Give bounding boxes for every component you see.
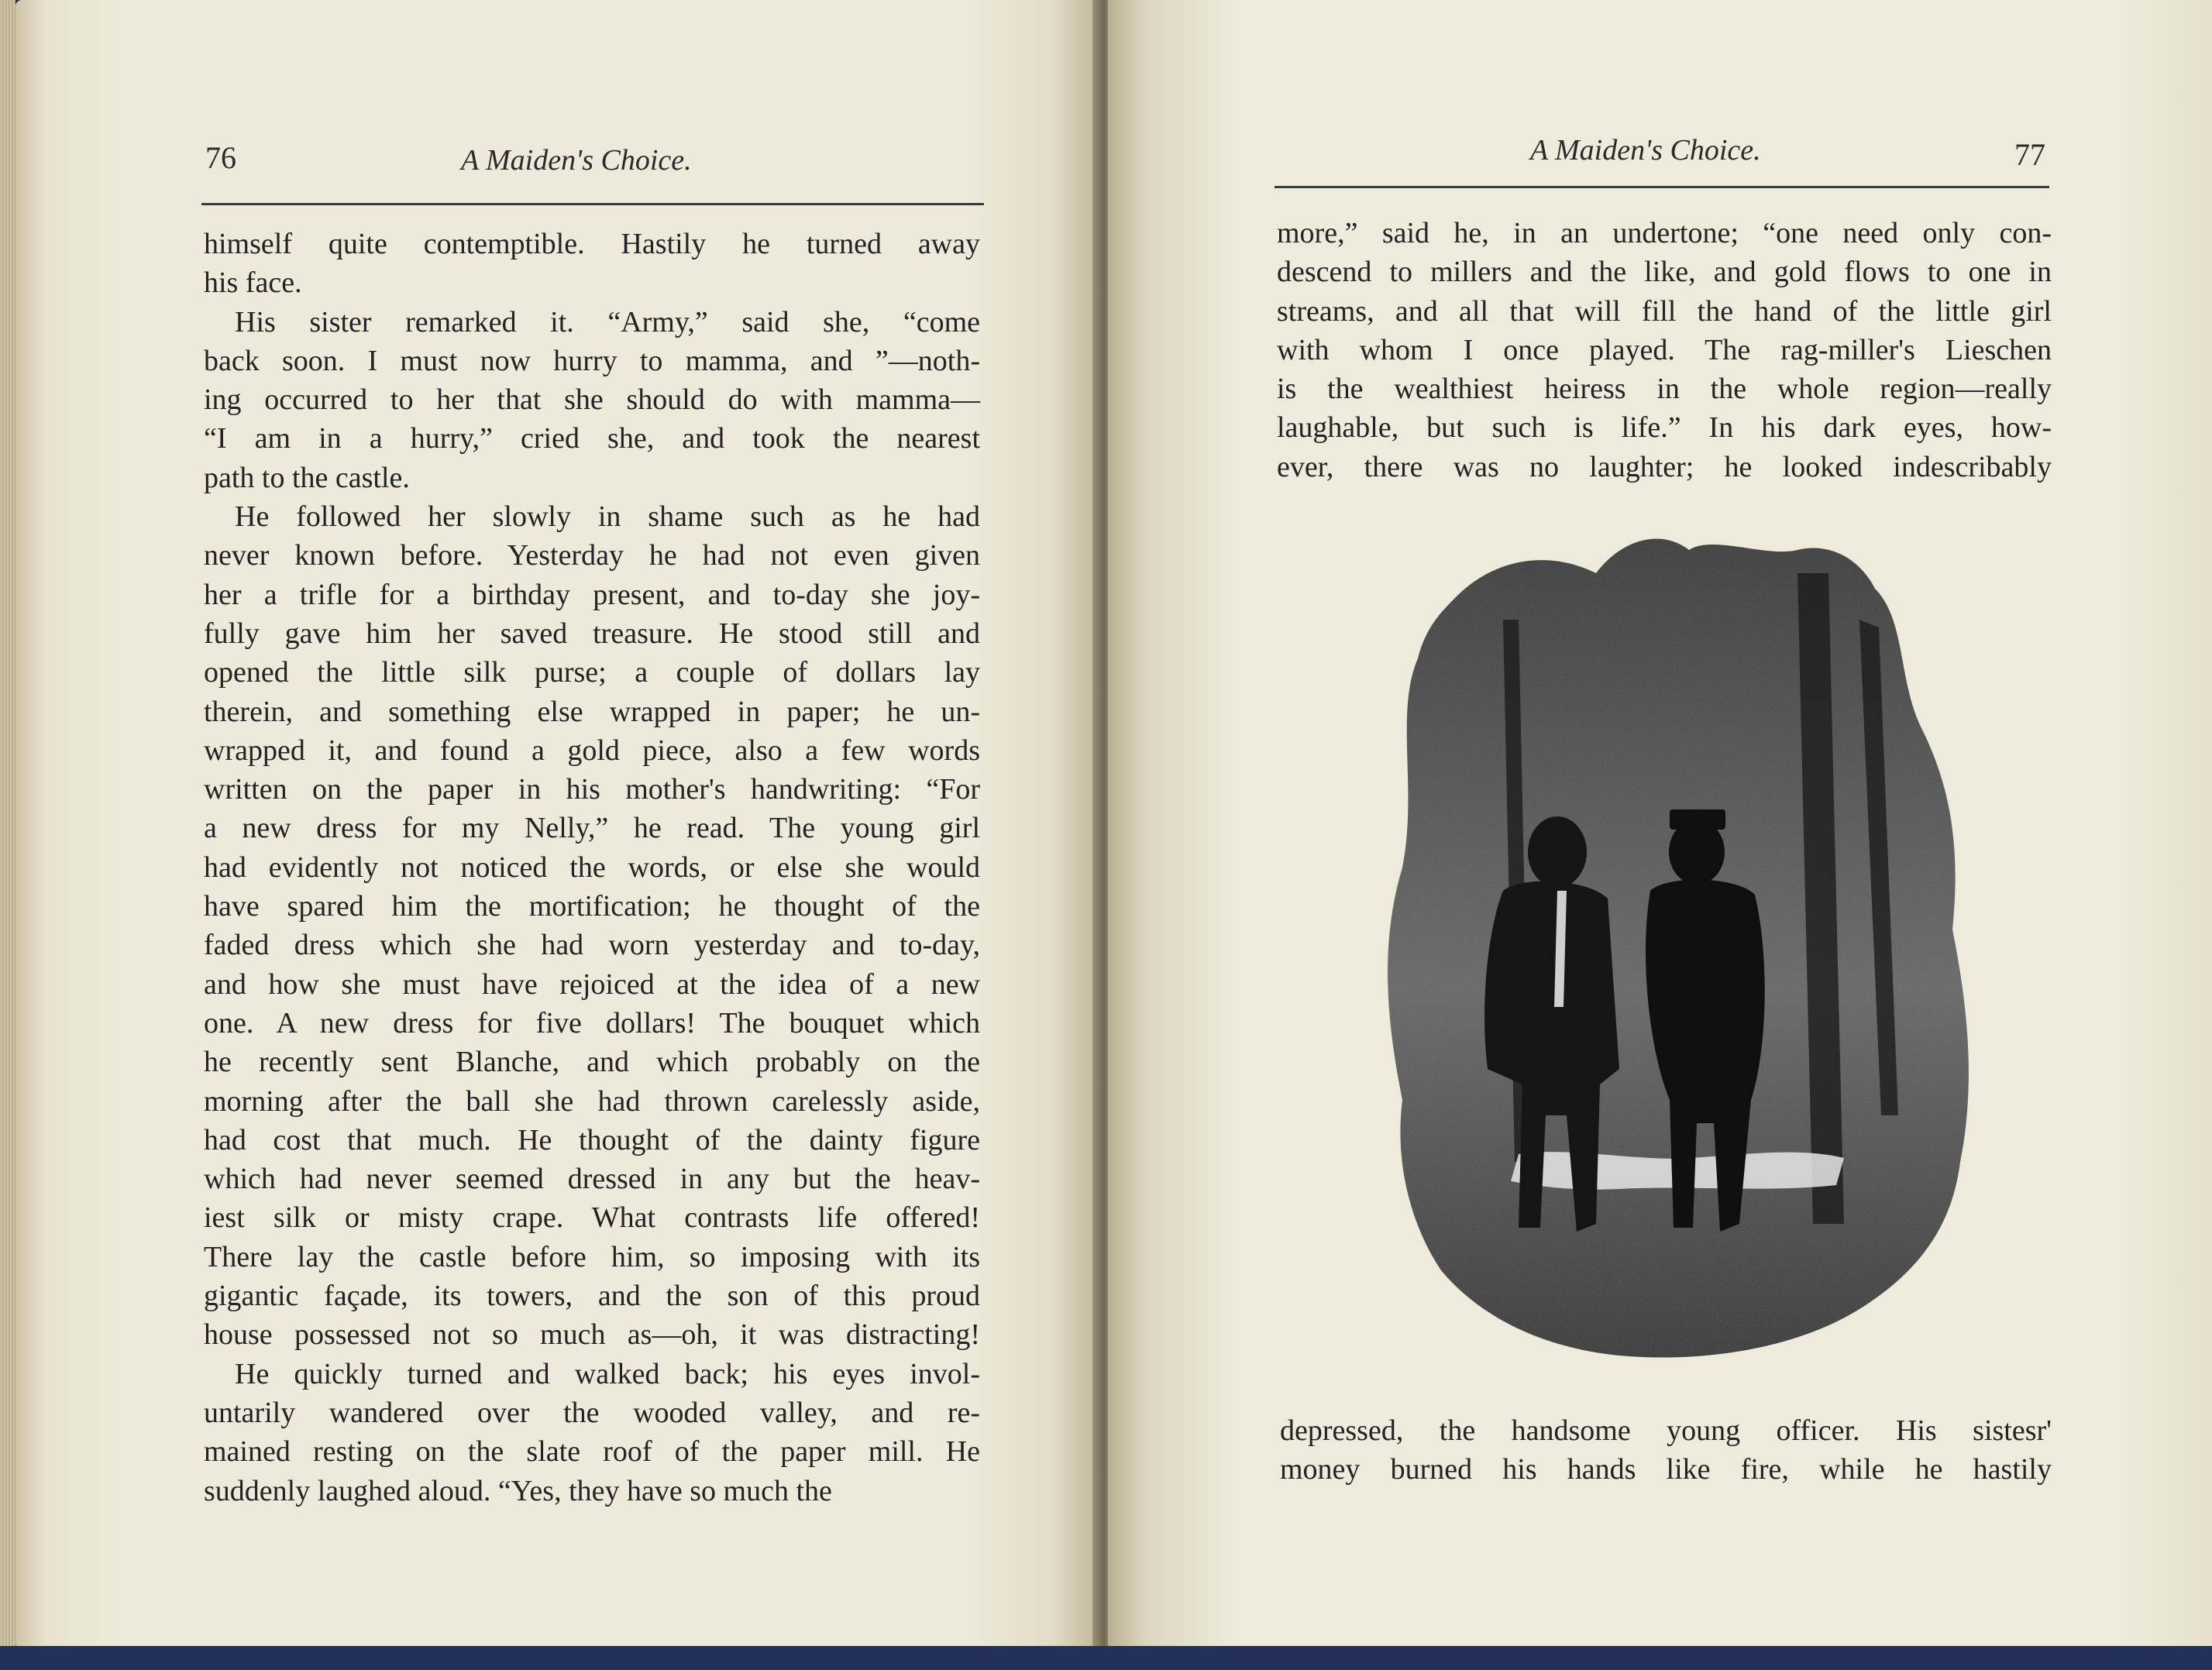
text-line: is the wealthiest heiress in the whole region—really [1277, 373, 2052, 406]
text-line: path to the castle. [204, 461, 410, 494]
text-line: have spared him the mortification; he thought of the [204, 890, 980, 923]
text-line: one. A new dress for five dollars! The bouquet which [204, 1006, 980, 1039]
right-body-text-bottom [1280, 1411, 2052, 1490]
text-line: he recently sent Blanche, and which probably on the [204, 1046, 980, 1079]
text-line: depressed, the handsome young officer. His sistesr' [1280, 1414, 2052, 1447]
text-line: more,” said he, in an undertone; “one need only con- [1277, 217, 2052, 249]
text-line: morning after the ball she had thrown carelessly aside, [204, 1084, 980, 1118]
page-edges [0, 0, 15, 1670]
text-line: and how she must have rejoiced at the idea of a new [204, 967, 980, 1001]
text-line: house possessed not so much as—oh, it was distracting! [204, 1318, 980, 1352]
text-line: never known before. Yesterday he had not even given [204, 539, 980, 572]
engraving-illustration [1364, 527, 1976, 1379]
text-line: which had never seemed dressed in any but the heav- [204, 1163, 980, 1196]
text-line: mained resting on the slate roof of the paper mill. He [204, 1435, 980, 1469]
text-line: himself quite contemptible. Hastily he turned away [204, 228, 980, 260]
text-line: written on the paper in his mother's handwriting: “For [204, 773, 980, 806]
text-line: streams, and all that will fill the hand of the little girl [1277, 294, 2052, 328]
left-running-head: A Maiden's Choice. [461, 144, 692, 177]
text-line: therein, and something else wrapped in paper; he un- [204, 695, 980, 728]
text-line: There lay the castle before him, so imposing with its [204, 1240, 980, 1273]
text-line: ing occurred to her that she should do with mamma— [204, 383, 980, 417]
left-page [15, 0, 1100, 1654]
left-body-text [204, 225, 980, 1510]
text-line: suddenly laughed aloud. “Yes, they have so much the [204, 1474, 832, 1507]
text-line: untarily wandered over the wooded valley, and re- [204, 1396, 980, 1429]
text-line: back soon. I must now hurry to mamma, and ”—noth- [204, 344, 980, 377]
text-line: money burned his hands like fire, while he hastily [1280, 1453, 2052, 1486]
right-page-number: 77 [2014, 137, 2045, 172]
text-line: He quickly turned and walked back; his eyes invol- [235, 1357, 980, 1390]
right-running-head: A Maiden's Choice. [1530, 134, 1761, 167]
text-line: had cost that much. He thought of the dainty figure [204, 1123, 980, 1156]
text-line: had evidently not noticed the words, or else she would [204, 850, 980, 884]
text-line: fully gave him her saved treasure. He stood still and [204, 617, 980, 650]
text-line: descend to millers and the like, and gold flows to one in [1277, 256, 2052, 289]
left-header-rule [201, 203, 984, 205]
text-line: laughable, but such is life.” In his dark eyes, how- [1277, 411, 2052, 445]
text-line: his face. [204, 266, 302, 300]
right-body-text-top [1277, 214, 2052, 486]
text-line: ever, there was no laughter; he looked indescribably [1277, 450, 2052, 483]
text-line: her a trifle for a birthday present, and to-day she joy- [204, 578, 980, 611]
text-line: gigantic façade, its towers, and the son of this proud [204, 1280, 980, 1313]
text-line: opened the little silk purse; a couple of dollars lay [204, 656, 980, 689]
text-line: with whom I once played. The rag-miller's Lieschen [1277, 333, 2052, 366]
book-cover-cloth [0, 1646, 2212, 1670]
text-line: iest silk or misty crape. What contrasts life offered! [204, 1201, 980, 1235]
text-line: He followed her slowly in shame such as he had [235, 500, 980, 534]
text-line: His sister remarked it. “Army,” said she, “come [235, 305, 980, 338]
text-line: a new dress for my Nelly,” he read. The young girl [204, 812, 980, 845]
text-line: faded dress which she had worn yesterday and to-day, [204, 929, 980, 962]
left-page-number: 76 [205, 140, 236, 175]
text-line: “I am in a hurry,” cried she, and took the nearest [204, 422, 980, 455]
right-header-rule [1275, 186, 2049, 188]
text-line: wrapped it, and found a gold piece, also a few words [204, 734, 980, 767]
